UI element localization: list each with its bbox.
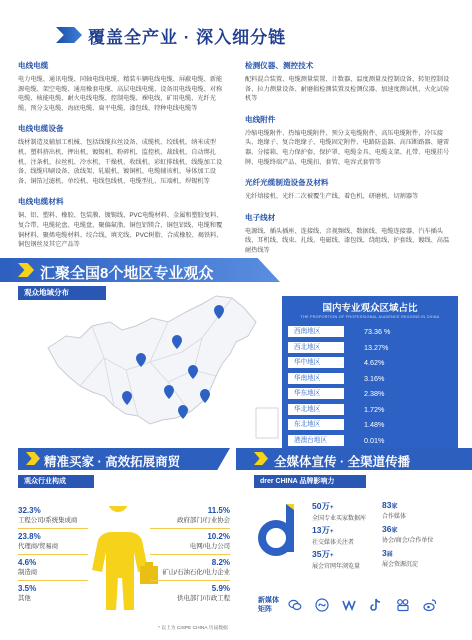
audience-region-subtitle: 观众地域分布 [18,286,106,300]
wiki-icon[interactable] [342,598,356,612]
category-body: 电源线、插头插座、连接线、音视频线、数据线、电缆连接器、汽车插头线、耳机线、线束、扎线、电磁线、漆包线、绕组线、护套线、镀线、高温耐热线等 [245,227,450,254]
segment-pct: 4.6% [18,558,37,567]
region-value: 13.27% [364,342,389,352]
mini-program-icon[interactable] [315,598,329,612]
bottom-section [0,448,472,640]
region-stats-list [282,322,458,448]
arrow-decoration-icon [56,27,82,43]
brand-influence-subtitle: drer CHINA 品牌影响力 [254,475,366,488]
segment-label: 供电部门/市政工程 [177,595,230,602]
metric-label: 全国专业买家数据库 [312,516,367,522]
region-stats-header [282,296,458,322]
metric-label: 展会资源沉淀 [382,562,419,568]
category-title: 光纤光缆制造设备及材料 [245,178,329,188]
category-title: 电线电缆设备 [18,124,64,134]
region-row [288,371,452,387]
media-matrix-label: 新媒体矩阵 [258,597,279,613]
metric-unit: 家 [391,528,398,534]
segment-divider [18,580,88,581]
kuaishou-icon[interactable] [396,598,410,612]
industry-segment [18,532,58,550]
segment-divider [18,554,88,555]
region-name: 东北地区 [288,419,344,430]
region-row [288,417,452,433]
segment-label: 电网/电力公司 [189,543,230,550]
region-stats-title: 国内专业观众区域占比 [322,303,418,314]
person-silhouette-icon [92,506,148,610]
media-icon-row [288,598,437,612]
buyer-industry-title: 精准买家 · 高效拓展商贸 [44,455,181,469]
segment-pct: 11.5% [207,506,230,515]
region-value: 0.01% [364,435,385,445]
south-china-sea-inset [256,408,278,438]
category-title: 电子线材 [245,212,276,222]
metric-item [382,548,418,568]
industry-coverage-title: 覆盖全产业 · 深入细分链 [88,27,287,47]
region-stats-panel [282,296,458,454]
segment-label: 制造商 [18,569,38,576]
metric-unit: 家 [391,504,398,510]
metric-unit: + [329,529,334,535]
region-name: 西南地区 [288,326,344,337]
segment-label: 其他 [18,595,31,602]
industry-coverage-header [56,22,286,48]
category-title: 电线电缆材料 [18,197,64,207]
segment-divider [150,580,230,581]
region-value: 73.36 % [364,327,391,337]
region-name: 华中地区 [288,357,344,368]
buyer-industry-section [0,448,236,640]
segment-divider [18,528,88,529]
industry-pictogram [78,506,164,614]
industry-segment [18,558,37,576]
region-value: 2.38% [364,389,385,399]
metric-number: 36 [382,524,392,534]
region-value: 4.62% [364,358,385,368]
metric-number: 3 [382,548,387,558]
industry-segment [163,558,230,576]
china-map-outline [48,296,256,424]
segment-label: 政府部门/行业协会 [177,517,230,524]
category-column-left [18,60,228,260]
region-stats-subtitle: THE PROPORTION OF PROFESSIONAL AUDIENCE REGIONS IN CHINA [300,315,440,319]
segment-pct: 3.5% [18,584,37,593]
audience-region-title: 汇聚全国8个地区专业观众 [40,265,214,282]
region-row [288,324,452,340]
metric-label: 合作媒体 [382,514,407,520]
region-name: 港澳台地区 [288,435,344,446]
region-row [288,433,452,449]
metric-unit: + [329,505,334,511]
segment-divider [150,554,230,555]
metric-item [312,524,354,546]
segment-pct: 10.2% [207,532,230,541]
region-name: 西北地区 [288,342,344,353]
metric-item [382,524,433,544]
metric-label: 社交媒体关注者 [312,540,355,546]
segment-pct: 23.8% [18,532,41,541]
data-footnote: * 以上为 CISPE CHINA 历届数据 [158,626,228,631]
brand-logo-icon [258,500,304,558]
segment-label: 代理商/贸易商 [18,543,59,550]
media-promotion-section [236,448,472,640]
metric-item [312,548,360,570]
region-name: 华北地区 [288,404,344,415]
segment-pct: 32.3% [18,506,41,515]
industry-segment [18,584,36,602]
industry-segment [177,506,230,524]
region-value: 1.48% [364,420,385,430]
segment-divider [150,528,230,529]
industry-segment [18,506,77,524]
category-title: 电线附件 [245,114,276,124]
region-row [288,386,452,402]
metric-item [382,500,406,520]
metric-number: 50万 [312,501,330,511]
media-promotion-title: 全媒体宣传 · 全渠道传播 [274,455,411,469]
industry-coverage-section [0,0,472,282]
wechat-icon[interactable] [288,598,302,612]
region-value: 1.72% [364,404,385,414]
metric-number: 13万 [312,525,330,535]
category-title: 电线电缆 [18,61,49,70]
industry-segment [177,584,230,602]
metric-number: 83 [382,500,392,510]
category-body: 电力电缆、通讯电缆、同轴电线电缆、精装车辆电线电缆、屏蔽电缆、新能源电缆、架空电缆、通用橡套电缆、高层电线电缆、设备用电线电缆、对称电缆、核能电缆、耐火电线电缆、控制电缆、裸电线、矿用电缆、光纤光缆、预分支电缆、海底电缆、扁平电缆、漆包线、特种电线电缆等 [18,76,223,112]
category-body: 铜、铝、塑料、橡胶、包装膜、镀锡线、PVC电缆材料、金属和塑胶复料、复合带、电缆轮盘、电缆盘、聚偏氟脂、铜包铝镁合、铜包铝线、电缆和覆铜材料、聚烯电缆材料、绞合线、填充线、PVC树脂、合成橡胶、褐铁料、铜包钢丝及其它产品等 [18,212,223,249]
buyer-industry-subtitle: 观众行业构成 [18,475,94,488]
region-name: 华南地区 [288,373,344,384]
segment-pct: 5.9% [211,584,230,593]
segment-label: 工程公司/系统集成商 [18,517,78,524]
metric-unit: + [329,553,334,559]
region-name: 华东地区 [288,388,344,399]
weibo-icon[interactable] [423,598,437,612]
industry-segment [190,532,230,550]
region-value: 3.16% [364,373,385,383]
metric-label: 展会官网年浏览量 [312,564,361,570]
tiktok-icon[interactable] [369,598,383,612]
category-body: 冷缩电缆附件、热缩电缆附件、预分支电缆附件、高压电缆附件、冷压接头、绝缘子、复合绝缘子、电缆固定附件、电路防盗器、高压断路器、避雷器、分接箱、电力保护套、保护罩、电缆金具、电缆支架、扎带、电缆挂号牌、电缆终端产品、电缆扣、套管、电容式套管等 [245,129,450,166]
category-title: 检测仪器、测控技术 [245,61,314,70]
metric-unit: 届 [386,552,393,558]
metric-label: 协会/商会/合作单位 [382,538,434,544]
audience-region-header [0,258,300,282]
audience-region-section [0,258,472,445]
china-map [18,278,288,448]
category-body: 配料混合装置、电缆测量装置、计数器、温度测量及控制设备、转矩控制设备、拉力测量设备、耐磨损检测装置及检测仪器、加速度测试机、火化试验机等 [245,76,450,103]
metric-item [312,500,366,522]
category-body: 线材制造及辅加工机械、包括线缆拉丝设备、成缆机、绞线机、纳米成型机、塑料挤出机、押出机、镀锡机、粉碎机、监控机、裁线机、自动绑扎机、注条机、拉丝机、冷水机、干燥机、收线机、彩虹排线机、线缆加工设备、线缆印刷设备、放线架、轧辊机、镀铜机、电缆辅该机、导体加工设备、铜箔过滤机、单绞机、电线包线机、电缆型扎、压端机、焊锡机等 [18,139,223,185]
category-body: 光纤熔接机、光纤二次被覆生产线、着色机、研磨机、切割器等 [245,193,419,201]
metric-number: 35万 [312,549,330,559]
segment-pct: 8.2% [211,558,230,567]
region-row [288,340,452,356]
segment-label: 矿山/石油石化/电力企业 [162,569,230,576]
category-column-right [245,60,455,266]
region-row [288,355,452,371]
region-row [288,402,452,418]
